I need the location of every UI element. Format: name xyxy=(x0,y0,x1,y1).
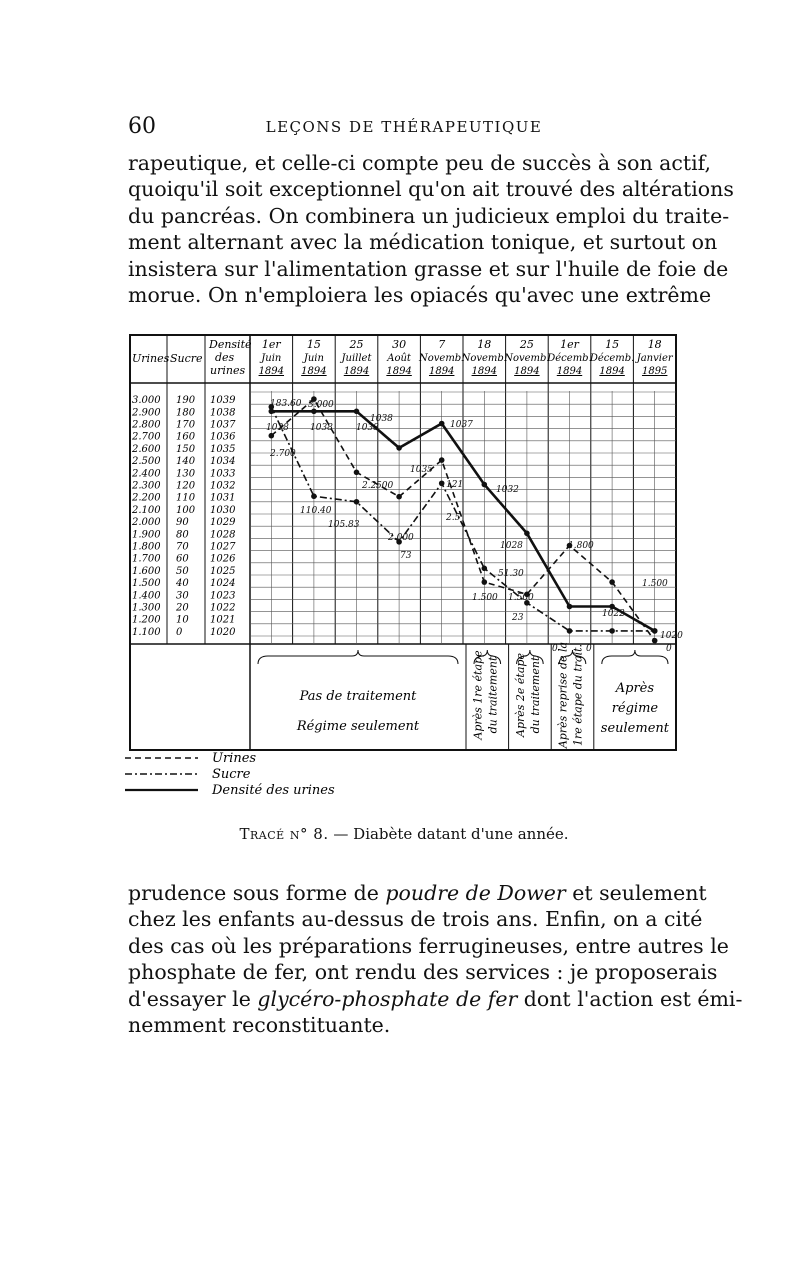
data-point xyxy=(567,604,573,610)
date-year: 1894 xyxy=(343,366,370,377)
scale-value-urines: 2.800 xyxy=(132,419,161,431)
text-run-italic: poudre de Dower xyxy=(385,881,566,905)
scale-value-urines: 2.700 xyxy=(132,431,161,443)
date-month: Novemb. xyxy=(418,353,465,364)
scale-value-densite: 1029 xyxy=(210,517,236,529)
point-label: 1038 xyxy=(266,423,289,433)
period-label: du traitement xyxy=(528,656,542,734)
scale-value-densite: 1026 xyxy=(210,553,236,565)
text-line: ment alternant avec la médication tonique, et surtout on xyxy=(128,230,718,255)
scale-value-sucre: 30 xyxy=(176,590,189,602)
scale-value-urines: 1.300 xyxy=(132,602,161,614)
point-label: 1028 xyxy=(500,541,523,551)
scale-value-sucre: 140 xyxy=(176,456,196,468)
data-point xyxy=(439,480,445,486)
paragraph-top xyxy=(128,150,734,308)
date-year: 1894 xyxy=(428,366,455,377)
data-point xyxy=(482,579,488,585)
date-month: Novemb. xyxy=(504,353,550,364)
point-label: 1038 xyxy=(370,414,393,424)
date-year: 1895 xyxy=(641,366,668,377)
chart-trace-8 xyxy=(120,330,683,810)
point-label: 183.60 xyxy=(270,399,302,409)
scale-value-densite: 1032 xyxy=(210,480,236,492)
data-point xyxy=(269,433,275,439)
text-line: quoiqu'il soit exceptionnel qu'on ait trouvé des altérations xyxy=(128,177,734,202)
scale-value-sucre: 150 xyxy=(176,443,196,455)
point-label: 1022 xyxy=(602,609,625,619)
paragraph-bottom xyxy=(128,880,743,1038)
page-header xyxy=(128,114,680,144)
point-label: 1020 xyxy=(660,631,683,641)
point-label: 1.500 xyxy=(472,593,498,603)
scale-value-densite: 1035 xyxy=(210,443,236,455)
scale-value-densite: 1037 xyxy=(210,419,236,431)
date-month: Novemb. xyxy=(461,353,508,364)
legend-label: Urines xyxy=(212,751,257,766)
data-point xyxy=(567,628,573,634)
scale-value-urines: 2.500 xyxy=(132,456,161,468)
scale-value-sucre: 100 xyxy=(176,504,196,516)
scale-value-densite: 1027 xyxy=(210,541,236,553)
date-day: 18 xyxy=(477,338,492,351)
scale-header-densite: urines xyxy=(210,364,246,377)
data-point xyxy=(396,445,402,451)
point-label: 2.700 xyxy=(270,449,296,459)
scale-value-urines: 2.900 xyxy=(132,407,161,419)
scale-value-urines: 1.600 xyxy=(132,565,161,577)
text-line: du pancréas. On combinera un judicieux emploi du traite- xyxy=(128,203,730,228)
text-run: d'essayer le xyxy=(128,986,258,1011)
date-day: 7 xyxy=(438,338,446,351)
date-month: Décemb. xyxy=(589,353,635,364)
scale-value-urines: 3.000 xyxy=(132,395,161,407)
period-label: Pas de traitement xyxy=(299,689,417,704)
data-point xyxy=(354,470,360,476)
point-label: 1035 xyxy=(410,465,433,475)
period-label: Après xyxy=(615,681,655,696)
scale-value-urines: 2.400 xyxy=(132,468,161,480)
scale-value-sucre: 70 xyxy=(176,541,189,553)
scale-value-sucre: 40 xyxy=(176,578,189,590)
scale-header-densite: Densité xyxy=(209,338,252,351)
period-brace xyxy=(258,650,458,664)
date-year: 1894 xyxy=(471,366,498,377)
period-label: Après 1re étape xyxy=(471,650,485,740)
running-title: LEÇONS DE THÉRAPEUTIQUE xyxy=(265,118,543,136)
scale-value-urines: 1.200 xyxy=(132,614,161,626)
date-year: 1894 xyxy=(599,366,625,377)
scale-value-densite: 1039 xyxy=(210,395,236,407)
data-point xyxy=(396,494,402,500)
date-day: 25 xyxy=(519,338,534,351)
data-point xyxy=(439,457,445,463)
date-day: 1er xyxy=(261,338,281,351)
point-label: 2.5 xyxy=(446,513,461,523)
date-day: 15 xyxy=(306,338,321,351)
data-point xyxy=(439,421,445,427)
point-label: 105.83 xyxy=(328,520,360,530)
scale-value-densite: 1033 xyxy=(210,468,236,480)
scale-value-densite: 1025 xyxy=(210,565,236,577)
scale-value-sucre: 20 xyxy=(176,602,189,614)
data-point xyxy=(482,566,488,572)
scale-value-densite: 1028 xyxy=(210,529,236,541)
legend-label: Sucre xyxy=(212,767,251,782)
date-month: Juin xyxy=(261,353,282,364)
text-line: nemment reconstituante. xyxy=(128,1013,391,1038)
data-point xyxy=(269,409,275,415)
data-point xyxy=(609,579,615,585)
point-label: 0 xyxy=(552,644,558,654)
point-label: 1037 xyxy=(450,420,473,430)
date-year: 1894 xyxy=(556,366,583,377)
scale-value-sucre: 60 xyxy=(176,553,189,565)
point-label: 23 xyxy=(512,613,524,623)
scale-value-sucre: 130 xyxy=(176,468,196,480)
data-point xyxy=(354,409,360,415)
scale-header-densite: des xyxy=(215,351,235,364)
scale-value-sucre: 80 xyxy=(176,529,189,541)
scale-value-sucre: 10 xyxy=(176,614,189,626)
scale-header-urines: Urines xyxy=(132,352,170,365)
period-label: seulement xyxy=(600,721,670,736)
scale-value-densite: 1022 xyxy=(210,602,236,614)
text-line xyxy=(128,880,707,906)
data-point xyxy=(524,531,530,537)
scale-header-sucre: Sucre xyxy=(170,352,203,365)
date-month: Juin xyxy=(303,353,324,364)
date-month: Août xyxy=(387,353,411,364)
date-day: 15 xyxy=(605,338,620,351)
point-label: 500 xyxy=(376,481,394,491)
point-label: 121 xyxy=(446,480,464,490)
date-year: 1894 xyxy=(258,366,285,377)
date-month: Janvier xyxy=(636,353,673,364)
point-label: 1032 xyxy=(496,485,519,495)
scale-value-densite: 1036 xyxy=(210,431,236,443)
point-label: 0 xyxy=(666,644,672,654)
date-year: 1894 xyxy=(386,366,412,377)
scale-value-sucre: 90 xyxy=(176,517,189,529)
scale-value-sucre: 170 xyxy=(176,419,196,431)
period-label: Après 2e étape xyxy=(513,653,527,737)
scale-value-urines: 1.100 xyxy=(132,626,161,638)
data-point xyxy=(311,493,317,499)
text-line: morue. On n'emploiera les opiacés qu'avec une extrême xyxy=(128,283,712,308)
data-point xyxy=(354,499,360,505)
data-point xyxy=(652,628,658,634)
scale-value-sucre: 120 xyxy=(176,480,196,492)
scale-value-sucre: 0 xyxy=(176,626,183,638)
date-month: Juillet xyxy=(341,353,372,364)
scale-value-sucre: 180 xyxy=(176,407,196,419)
scale-value-urines: 1.900 xyxy=(132,529,161,541)
scale-value-densite: 1020 xyxy=(210,626,236,638)
scale-value-densite: 1030 xyxy=(210,504,236,516)
point-label: 1.800 xyxy=(568,541,594,551)
point-label: 51.30 xyxy=(498,569,524,579)
scale-value-urines: 2.300 xyxy=(132,480,161,492)
text-run: et seulement xyxy=(565,881,707,905)
period-label: régime xyxy=(611,701,659,716)
scale-value-urines: 2.100 xyxy=(132,504,161,516)
text-run: prudence sous forme de xyxy=(128,881,386,905)
text-line: des cas où les préparations ferrugineuses, entre autres le xyxy=(128,933,729,958)
date-year: 1894 xyxy=(514,366,540,377)
scale-value-urines: 1.500 xyxy=(132,578,161,590)
scale-value-sucre: 160 xyxy=(176,431,196,443)
point-label: 1.500 xyxy=(642,579,668,589)
date-year: 1894 xyxy=(301,366,327,377)
date-month: Décemb. xyxy=(547,353,592,364)
text-line: phosphate de fer, ont rendu des services : je proposerais xyxy=(128,960,718,985)
data-point xyxy=(609,628,615,634)
scale-value-sucre: 110 xyxy=(176,492,196,504)
scale-value-densite: 1031 xyxy=(210,492,236,504)
point-label: 1038 xyxy=(310,423,333,433)
period-label: du traitement xyxy=(486,656,500,734)
scale-value-densite: 1038 xyxy=(210,407,236,419)
point-label: 1.500 xyxy=(508,593,534,603)
data-point xyxy=(482,482,488,488)
period-brace xyxy=(602,650,668,664)
period-label: 1re étape du trait. xyxy=(571,643,585,747)
text-line: chez les enfants au-dessus de trois ans. Enfin, on a cité xyxy=(128,907,703,932)
point-label: 0 xyxy=(586,644,592,654)
text-line xyxy=(128,986,743,1012)
date-day: 1er xyxy=(560,338,579,351)
date-day: 30 xyxy=(392,338,407,351)
point-label: 2.2 xyxy=(362,481,377,491)
date-day: 18 xyxy=(647,338,662,351)
scale-value-sucre: 190 xyxy=(176,395,196,407)
scale-value-densite: 1023 xyxy=(210,590,236,602)
point-label: 1038 xyxy=(356,423,379,433)
text-line: insistera sur l'alimentation grasse et sur l'huile de foie de xyxy=(128,256,729,281)
period-label: Après reprise de la xyxy=(556,641,570,749)
scale-value-urines: 2.200 xyxy=(132,492,161,504)
scale-value-urines: 1.800 xyxy=(132,541,161,553)
scale-value-urines: 1.700 xyxy=(132,553,161,565)
point-label: 2.000 xyxy=(388,533,414,543)
scale-value-urines: 2.000 xyxy=(132,517,161,529)
data-point xyxy=(652,638,658,644)
scale-value-sucre: 50 xyxy=(176,565,189,577)
page-number: 60 xyxy=(128,114,156,139)
legend-label: Densité des urines xyxy=(212,783,335,798)
scale-value-densite: 1021 xyxy=(210,614,236,626)
text-run: dont l'action est émi- xyxy=(517,986,743,1011)
caption-text: — Diabète datant d'une année. xyxy=(328,825,569,843)
caption-label: Tracé n° 8. xyxy=(239,825,329,843)
point-label: 110.40 xyxy=(300,506,332,516)
period-label: Régime seulement xyxy=(296,719,420,734)
figure-caption xyxy=(128,825,680,843)
text-run-italic: glycéro-phosphate de fer xyxy=(257,986,518,1011)
scale-value-densite: 1024 xyxy=(210,578,236,590)
point-label: 73 xyxy=(400,551,412,561)
point-label: 3.000 xyxy=(308,400,334,410)
scale-value-densite: 1034 xyxy=(210,456,236,468)
text-line: rapeutique, et celle-ci compte peu de succès à son actif, xyxy=(128,151,712,175)
date-day: 25 xyxy=(349,338,364,351)
scale-value-urines: 1.400 xyxy=(132,590,161,602)
scale-value-urines: 2.600 xyxy=(132,443,161,455)
